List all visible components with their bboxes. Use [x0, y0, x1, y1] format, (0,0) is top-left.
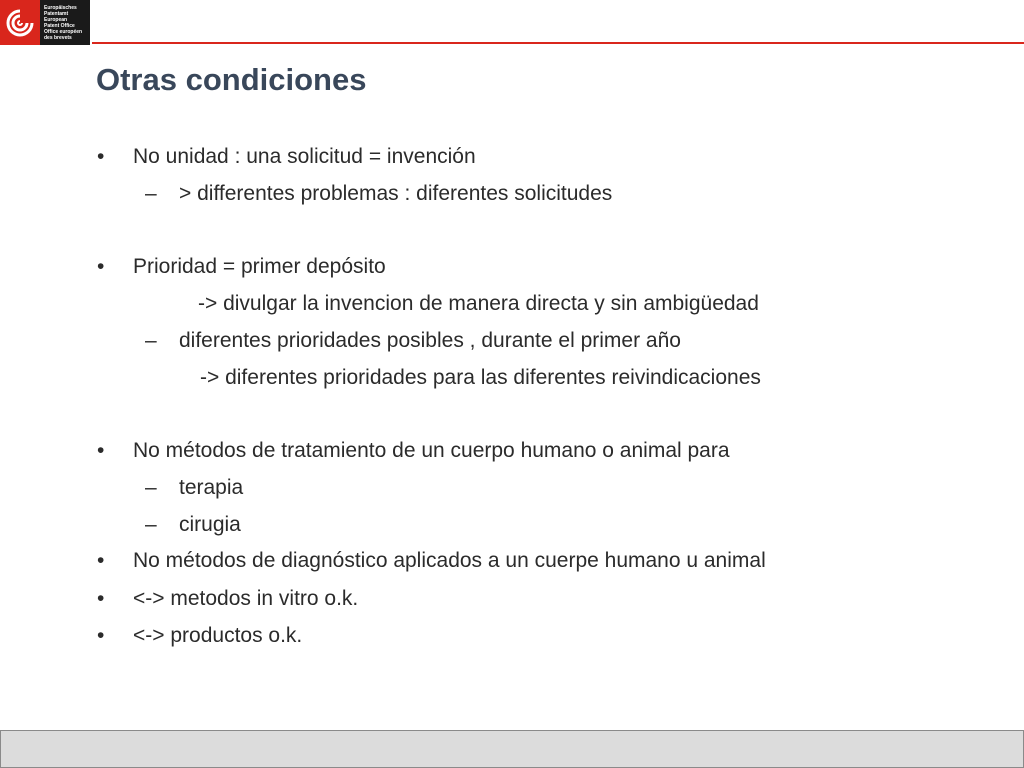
logo-line: Europäisches [44, 4, 77, 11]
logo-line: European [44, 16, 68, 23]
list-item: Prioridad = primer depósito [133, 255, 386, 278]
dash-marker: – [145, 329, 157, 352]
dash-marker: – [145, 476, 157, 499]
list-item: -> diferentes prioridades para las diferentes reivindicaciones [200, 366, 761, 389]
list-item: <-> metodos in vitro o.k. [133, 587, 359, 610]
logo-line: Patentamt [44, 10, 69, 17]
list-item: > differentes problemas : diferentes solicitudes [179, 182, 613, 205]
footer-bar [0, 730, 1024, 768]
list-item: -> divulgar la invencion de manera directa y sin ambigüedad [198, 292, 759, 315]
list-item: terapia [179, 476, 244, 499]
logo-line: Patent Office [44, 22, 75, 29]
logo-line: des brevets [44, 34, 72, 41]
dash-marker: – [145, 513, 157, 536]
list-item: No unidad : una solicitud = invención [133, 145, 476, 168]
list-item: cirugia [179, 513, 241, 536]
bullet-marker: • [97, 145, 105, 168]
list-item: <-> productos o.k. [133, 624, 303, 647]
bullet-marker: • [97, 624, 105, 647]
list-item: No métodos de diagnóstico aplicados a un cuerpe humano u animal [133, 549, 766, 572]
logo-line: Office européen [44, 28, 83, 35]
dash-marker: – [145, 182, 157, 205]
list-item: diferentes prioridades posibles , durante el primer año [179, 329, 681, 352]
slide-title: Otras condiciones [96, 62, 367, 97]
bullet-marker: • [97, 255, 105, 278]
bullet-marker: • [97, 587, 105, 610]
bullet-marker: • [97, 439, 105, 462]
bullet-marker: • [97, 549, 105, 572]
list-item: No métodos de tratamiento de un cuerpo humano o animal para [133, 439, 730, 462]
